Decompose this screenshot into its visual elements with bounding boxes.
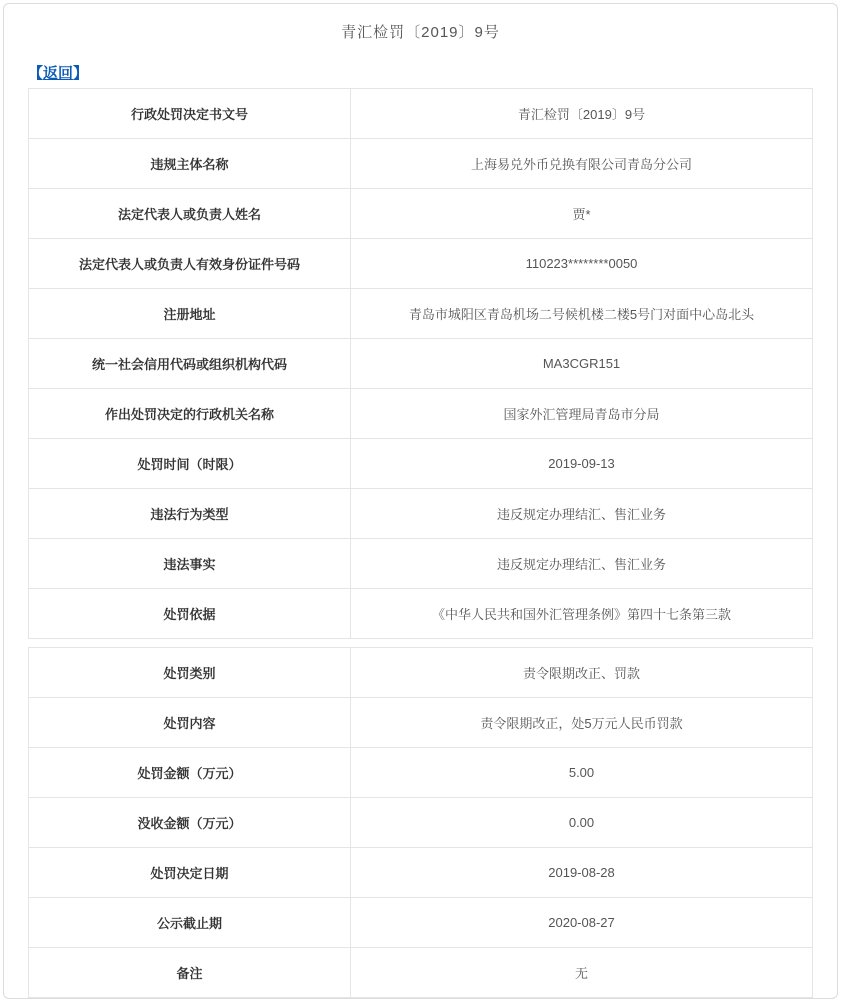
table-row (29, 239, 813, 289)
row-value: 《中华人民共和国外汇管理条例》第四十七条第三款 (351, 589, 813, 639)
table-row (29, 898, 813, 948)
row-label: 处罚内容 (29, 698, 351, 748)
table-row (29, 289, 813, 339)
row-value: MA3CGR151 (351, 339, 813, 389)
table-row (29, 89, 813, 139)
row-label: 处罚金额（万元） (29, 748, 351, 798)
row-label: 处罚时间（时限） (29, 439, 351, 489)
table-row (29, 439, 813, 489)
row-value: 违反规定办理结汇、售汇业务 (351, 489, 813, 539)
row-label: 没收金额（万元） (29, 798, 351, 848)
back-link-open-bracket: 【 (28, 65, 44, 82)
row-value: 违反规定办理结汇、售汇业务 (351, 539, 813, 589)
table-row (29, 139, 813, 189)
table-row (29, 389, 813, 439)
row-value: 2019-08-28 (351, 848, 813, 898)
row-value: 国家外汇管理局青岛市分局 (351, 389, 813, 439)
row-label: 统一社会信用代码或组织机构代码 (29, 339, 351, 389)
row-label: 违规主体名称 (29, 139, 351, 189)
row-value: 2019-09-13 (351, 439, 813, 489)
penalty-result-table (28, 647, 813, 998)
table-row (29, 798, 813, 848)
table-row (29, 698, 813, 748)
table-row (29, 648, 813, 698)
row-label: 法定代表人或负责人姓名 (29, 189, 351, 239)
table-row (29, 589, 813, 639)
table-row (29, 948, 813, 998)
row-label: 违法事实 (29, 539, 351, 589)
row-value: 贾* (351, 189, 813, 239)
page-title: 青汇检罚〔2019〕9号 (341, 24, 500, 41)
row-value: 责令限期改正、罚款 (351, 648, 813, 698)
row-value: 上海易兑外币兑换有限公司青岛分公司 (351, 139, 813, 189)
penalty-info-table (28, 88, 813, 639)
back-link-close-bracket: 】 (73, 65, 89, 82)
row-label: 处罚决定日期 (29, 848, 351, 898)
row-value: 5.00 (351, 748, 813, 798)
table-row (29, 339, 813, 389)
table-row (29, 189, 813, 239)
row-value: 无 (351, 948, 813, 998)
row-label: 公示截止期 (29, 898, 351, 948)
row-label: 注册地址 (29, 289, 351, 339)
row-value: 2020-08-27 (351, 898, 813, 948)
table-gap (4, 639, 837, 647)
row-label: 处罚依据 (29, 589, 351, 639)
table-row (29, 848, 813, 898)
table-row (29, 489, 813, 539)
page-container (3, 3, 838, 999)
row-label: 作出处罚决定的行政机关名称 (29, 389, 351, 439)
row-label: 处罚类别 (29, 648, 351, 698)
back-link-text: 返回 (43, 65, 74, 82)
back-row (28, 62, 837, 82)
row-label: 行政处罚决定书文号 (29, 89, 351, 139)
row-value: 青汇检罚〔2019〕9号 (351, 89, 813, 139)
row-label: 备注 (29, 948, 351, 998)
table-row (29, 748, 813, 798)
back-link[interactable] (28, 65, 88, 82)
table-row (29, 539, 813, 589)
row-value: 0.00 (351, 798, 813, 848)
row-value: 110223********0050 (351, 239, 813, 289)
row-value: 青岛市城阳区青岛机场二号候机楼二楼5号门对面中心岛北头 (351, 289, 813, 339)
row-value: 责令限期改正，处5万元人民币罚款 (351, 698, 813, 748)
row-label: 违法行为类型 (29, 489, 351, 539)
row-label: 法定代表人或负责人有效身份证件号码 (29, 239, 351, 289)
